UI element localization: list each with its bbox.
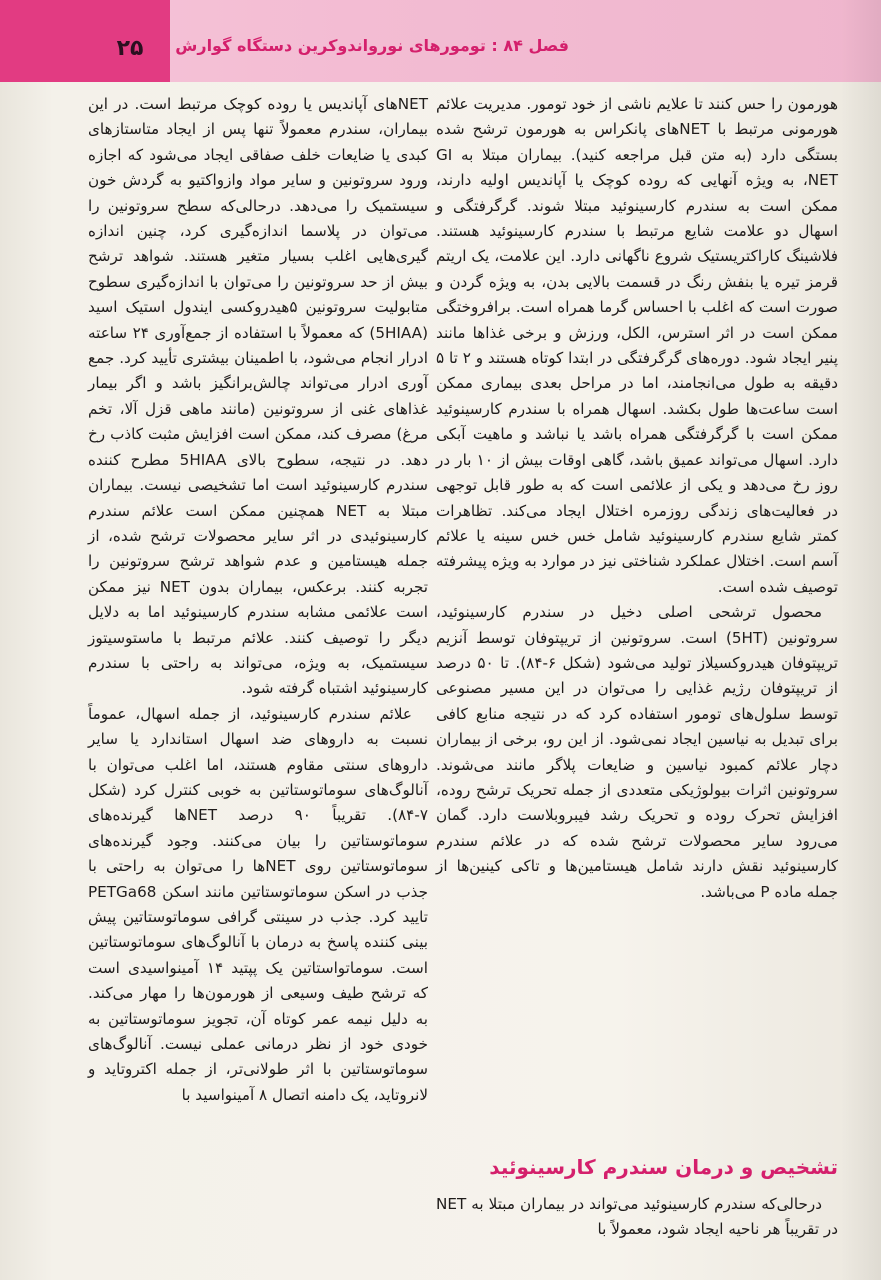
right-column <box>436 92 838 905</box>
right-paragraph-1: هورمون را حس کنند تا علایم ناشی از خود تومور. مدیریت علائم هورمونی مرتبط با NETهای پانکراس به هورمون ترشح شده بستگی دارد (به متن قبل مراجعه کنید). بیماران مبتلا به GI NET، به ویژه آنهایی که روده کوچک یا آپاندیس اولیه دارند، ممکن است به سندرم کارسینوئید مبتلا شوند. گرگرفتگی و اسهال دو علامت شایع مرتبط با سندرم کارسینوئید هستند. فلاشینگ کاراکتریستیک شروع ناگهانی دارد. این علامت، یک اریتم قرمز تیره یا بنفش رنگ در قسمت بالایی بدن، به ویژه گردن و صورت است که اغلب با احساس گرما همراه است. برافروختگی ممکن است در اثر استرس، الکل، ورزش و برخی غذاها مانند پنیر ایجاد شود. دوره‌های گرگرفتگی در ابتدا کوتاه هستند و ۲ تا ۵ دقیقه به طول می‌انجامند، اما در مراحل بعدی بیماری ممکن است ساعت‌ها طول بکشد. اسهال همراه با سندرم کارسینوئید ممکن است با گرگرفتگی همراه باشد یا نباشد و ماهیت آبکی دارد. اسهال می‌تواند عمیق باشد، گاهی اوقات بیش از ۱۰ بار در روز رخ می‌دهد و یکی از علائمی است که به طور قابل توجهی در فعالیت‌های زندگی روزمره اختلال ایجاد می‌کند. تظاهرات کمتر شایع سندرم کارسینوئید شامل خس خس سینه یا علائم آسم است. اختلال عملکرد شناختی نیز در موارد به ویژه پیشرفته توصیف شده است. <box>436 95 838 596</box>
section-body <box>436 1192 838 1243</box>
spine-shadow <box>841 0 881 1280</box>
left-paragraph-1: NETهای آپاندیس یا روده کوچک مرتبط است. در این بیماران، سندرم معمولاً تنها پس از ایجاد متاستازهای کبدی یا ضایعات خلف صفاقی ایجاد می‌شود که اجازه ورود سروتونین و سایر مواد وازواکتیو به گردش خون سیستمیک را می‌دهد. درحالی‌که سطح سروتونین را می‌توان در پلاسما اندازه‌گیری کرد، چنین اندازه گیری‌هایی اغلب بسیار متغیر هستند. شواهد ترشح بیش از حد سروتونین را می‌توان با اندازه‌گیری سطوح متابولیت سروتونین ۵هیدروکسی ایندول استیک اسید (5HIAA) که معمولاً با استفاده از جمع‌آوری ۲۴ ساعته ادرار انجام می‌شود، با اطمینان بیشتری تأیید کرد. جمع آوری ادرار می‌تواند چالش‌برانگیز باشد و اگر بیمار غذاهای غنی از سروتونین (مانند ماهی قزل آلا، تخم مرغ) مصرف کند، ممکن است افزایش مثبت کاذب رخ دهد. در نتیجه، سطوح بالای 5HIAA مطرح کننده سندرم کارسینوئید است اما تشخیصی نیست. بیماران مبتلا به NET همچنین ممکن است علائم سندرم کارسینوئیدی در اثر سایر محصولات ترشح شده، از جمله هیستامین و عدم شواهد ترشح سروتونین را تجربه کنند. برعکس، بیماران بدون NET نیز ممکن است علائمی مشابه سندرم کارسینوئید اما به دلایل دیگر را توصیف کنند. علائم مرتبط با ماستوسیتوز سیستمیک، به ویژه، می‌تواند به راحتی با سندرم کارسینوئید اشتباه گرفته شود. <box>88 95 429 698</box>
section-paragraph-1: درحالی‌که سندرم کارسینوئید می‌تواند در بیماران مبتلا به NET در تقریباً هر ناحیه ایجاد شود، معمولاً با <box>436 1195 838 1239</box>
left-paragraph-2: علائم سندرم کارسینوئید، از جمله اسهال، عموماً نسبت به داروهای ضد اسهال استاندارد یا سایر داروهای سنتی مقاوم هستند، اما اغلب می‌توان با آنالوگ‌های سوماتوستاتین به خوبی کنترل کرد (شکل ۷-۸۴). تقریباً ۹۰ درصد NETها گیرنده‌های سوماتوستاتین را بیان می‌کنند. وجود گیرنده‌های سوماتوستاتین روی NETها را می‌توان به راحتی با جذب در اسکن سوماتوستاتین مانند اسکن PETGa68 تایید کرد. جذب در سینتی گرافی سوماتوستاتین پیش بینی کننده پاسخ به درمان با آنالوگ‌های سوماتوستاتین است. سوماتواستاتین یک پپتید ۱۴ آمینواسیدی است که ترشح طیف وسیعی از هورمون‌ها را مهار می‌کند. به دلیل نیمه عمر کوتاه آن، تجویز سوماتوستاتین به خودی خود از نظر درمانی عملی نیست. آنالوگ‌های سوماتوستاتین با اثر طولانی‌تر، از جمله اکتروتاید و لانروتاید، یک دامنه اتصال ۸ آمینواسید با <box>88 704 428 1104</box>
section-heading: تشخیص و درمان سندرم کارسینوئید <box>489 1155 838 1179</box>
left-column <box>88 92 428 1108</box>
chapter-title: فصل ۸۴ : تومورهای نورواندوکرین دستگاه گوارش <box>175 36 569 55</box>
page-number: ۲۵ <box>116 36 144 61</box>
right-paragraph-2: محصول ترشحی اصلی دخیل در سندرم کارسینوئید، سروتونین (5HT) است. سروتونین از تریپتوفان توسط آنزیم تریپتوفان هیدروکسیلاز تولید می‌شود (شکل ۶-۸۴). تا ۵۰ درصد از تریپتوفان رژیم غذایی را می‌توان در این مسیر مصنوعی توسط سلول‌های تومور استفاده کرد که در نتیجه منابع کافی برای تبدیل به نیاسین ایجاد نمی‌شود. از این رو، برخی از بیماران دچار علائم کمبود نیاسین و ضایعات پلاگر مانند می‌شوند. سروتونین اثرات بیولوژیکی متعددی از جمله تحریک ترشح روده، افزایش تحرک روده و تحریک رشد فیبروبلاست دارد. گمان می‌رود سایر محصولات ترشح شده که در علائم سندرم کارسینوئید نقش دارند شامل هیستامین‌ها و تاکی کینین‌ها از جمله ماده P می‌باشد. <box>436 603 839 901</box>
